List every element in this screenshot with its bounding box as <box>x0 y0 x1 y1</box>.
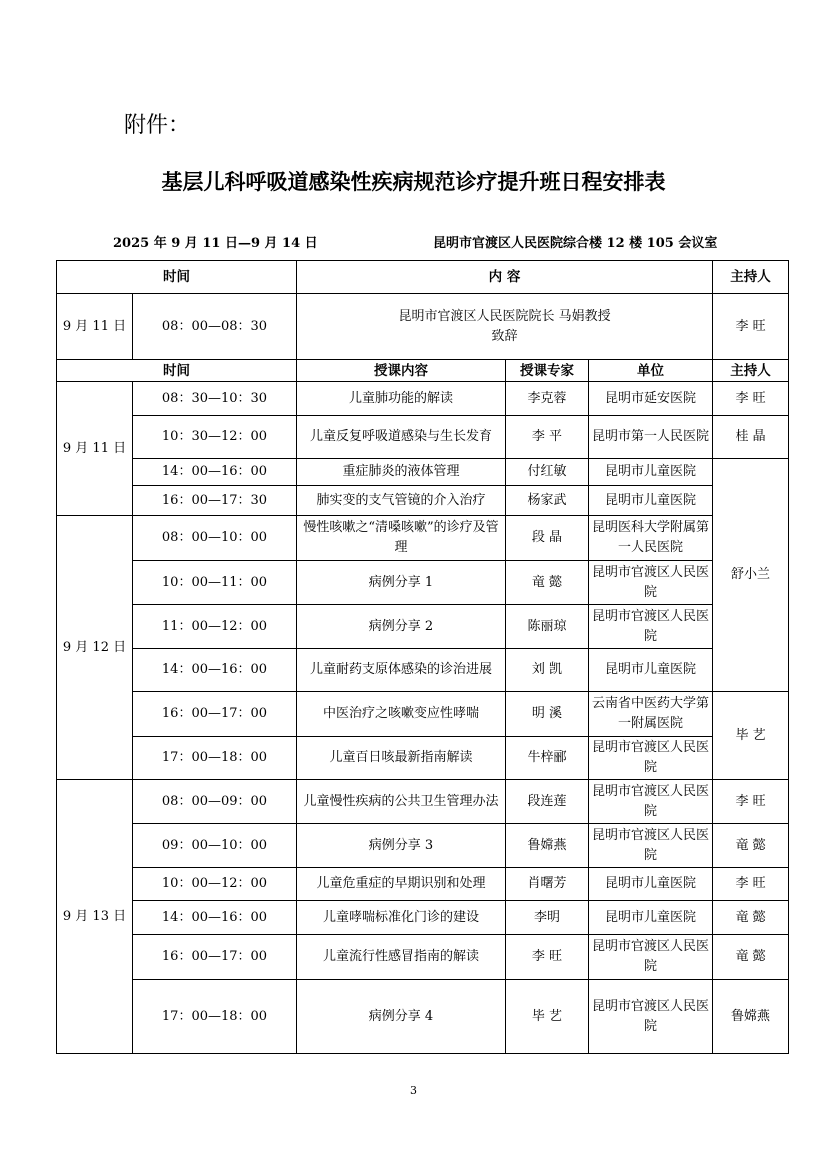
session-topic: 儿童流行性感冒指南的解读 <box>297 935 506 980</box>
table-row <box>57 459 789 486</box>
table-row <box>57 692 789 737</box>
session-topic: 儿童百日咳最新指南解读 <box>297 737 506 780</box>
session-unit: 昆明市儿童医院 <box>589 459 713 486</box>
session-unit: 昆明市官渡区人民医院 <box>589 980 713 1054</box>
session-host: 竜 懿 <box>713 824 789 868</box>
table-row <box>57 486 789 516</box>
session-unit: 昆明市官渡区人民医院 <box>589 824 713 868</box>
session-topic: 肺实变的支气管镜的介入治疗 <box>297 486 506 516</box>
header-host: 主持人 <box>713 261 789 294</box>
schedule-table <box>56 260 789 1054</box>
table-row <box>57 561 789 605</box>
session-expert: 牛梓郦 <box>506 737 589 780</box>
day-cell: 9 月 13 日 <box>57 780 133 1054</box>
session-topic: 儿童慢性疾病的公共卫生管理办法 <box>297 780 506 824</box>
session-unit: 昆明市官渡区人民医院 <box>589 561 713 605</box>
table-row <box>57 737 789 780</box>
session-expert: 段 晶 <box>506 516 589 561</box>
session-host: 桂 晶 <box>713 416 789 459</box>
session-unit: 昆明市儿童医院 <box>589 868 713 901</box>
table-row <box>57 780 789 824</box>
session-topic: 儿童反复呼吸道感染与生长发育 <box>297 416 506 459</box>
session-expert: 鲁嫦燕 <box>506 824 589 868</box>
table-row <box>57 901 789 935</box>
session-time: 14：00—16：00 <box>133 459 297 486</box>
venue: 昆明市官渡区人民医院综合楼 12 楼 105 会议室 <box>433 236 718 251</box>
session-time: 08：00—10：00 <box>133 516 297 561</box>
page-title: 基层儿科呼吸道感染性疾病规范诊疗提升班日程安排表 <box>161 169 666 194</box>
subheader-host: 主持人 <box>713 360 789 382</box>
session-topic: 病例分享 1 <box>297 561 506 605</box>
table-subheader-row <box>57 360 789 382</box>
session-topic: 儿童危重症的早期识别和处理 <box>297 868 506 901</box>
session-unit: 昆明医科大学附属第一人民医院 <box>589 516 713 561</box>
session-time: 17：00—18：00 <box>133 737 297 780</box>
table-row <box>57 382 789 416</box>
session-time: 14：00—16：00 <box>133 901 297 935</box>
session-time: 16：00—17：00 <box>133 935 297 980</box>
session-time: 17：00—18：00 <box>133 980 297 1054</box>
session-topic: 儿童哮喘标准化门诊的建设 <box>297 901 506 935</box>
table-header-row <box>57 261 789 294</box>
subheader-time: 时间 <box>57 360 297 382</box>
table-row <box>57 935 789 980</box>
session-expert: 陈丽琼 <box>506 605 589 649</box>
session-expert: 杨家武 <box>506 486 589 516</box>
session-expert: 竜 懿 <box>506 561 589 605</box>
session-unit: 云南省中医药大学第一附属医院 <box>589 692 713 737</box>
session-unit: 昆明市官渡区人民医院 <box>589 605 713 649</box>
table-row <box>57 605 789 649</box>
session-topic: 儿童肺功能的解读 <box>297 382 506 416</box>
table-row <box>57 868 789 901</box>
session-topic: 病例分享 3 <box>297 824 506 868</box>
date-range: 2025 年 9 月 11 日—9 月 14 日 <box>113 236 318 251</box>
session-host: 毕 艺 <box>713 692 789 780</box>
session-unit: 昆明市儿童医院 <box>589 649 713 692</box>
session-unit: 昆明市延安医院 <box>589 382 713 416</box>
table-row <box>57 516 789 561</box>
session-expert: 李明 <box>506 901 589 935</box>
opening-day: 9 月 11 日 <box>57 294 133 360</box>
opening-content <box>297 294 713 360</box>
session-time: 14：00—16：00 <box>133 649 297 692</box>
day-cell: 9 月 11 日 <box>57 382 133 516</box>
session-time: 16：00—17：30 <box>133 486 297 516</box>
subheader-expert: 授课专家 <box>506 360 589 382</box>
session-host: 李 旺 <box>713 382 789 416</box>
page-number: 3 <box>410 1084 417 1097</box>
session-expert: 李 旺 <box>506 935 589 980</box>
session-expert: 明 溪 <box>506 692 589 737</box>
header-content: 内 容 <box>297 261 713 294</box>
session-expert: 刘 凯 <box>506 649 589 692</box>
session-topic: 慢性咳嗽之“清嗓咳嗽”的诊疗及管理 <box>297 516 506 561</box>
day-cell: 9 月 12 日 <box>57 516 133 780</box>
table-row <box>57 649 789 692</box>
opening-speech: 致辞 <box>491 328 518 344</box>
table-row <box>57 824 789 868</box>
attachment-label: 附件： <box>124 113 191 138</box>
session-host: 竜 懿 <box>713 935 789 980</box>
session-unit: 昆明市官渡区人民医院 <box>589 780 713 824</box>
session-unit: 昆明市官渡区人民医院 <box>589 737 713 780</box>
session-unit: 昆明市儿童医院 <box>589 486 713 516</box>
opening-row <box>57 294 789 360</box>
session-topic: 病例分享 2 <box>297 605 506 649</box>
opening-speaker: 昆明市官渡区人民医院院长 马娟教授 <box>398 308 611 324</box>
session-expert: 肖曙芳 <box>506 868 589 901</box>
session-expert: 李克蓉 <box>506 382 589 416</box>
session-unit: 昆明市官渡区人民医院 <box>589 935 713 980</box>
session-unit: 昆明市第一人民医院 <box>589 416 713 459</box>
session-topic: 儿童耐药支原体感染的诊治进展 <box>297 649 506 692</box>
session-time: 10：30—12：00 <box>133 416 297 459</box>
session-host: 鲁嫦燕 <box>713 980 789 1054</box>
session-host: 舒小兰 <box>713 459 789 692</box>
subheader-unit: 单位 <box>589 360 713 382</box>
session-time: 09：00—10：00 <box>133 824 297 868</box>
opening-time: 08：00—08：30 <box>133 294 297 360</box>
session-unit: 昆明市儿童医院 <box>589 901 713 935</box>
session-host: 李 旺 <box>713 780 789 824</box>
opening-host: 李 旺 <box>713 294 789 360</box>
session-time: 08：30—10：30 <box>133 382 297 416</box>
session-topic: 中医治疗之咳嗽变应性哮喘 <box>297 692 506 737</box>
session-time: 08：00—09：00 <box>133 780 297 824</box>
session-expert: 付红敏 <box>506 459 589 486</box>
session-host: 李 旺 <box>713 868 789 901</box>
table-row <box>57 980 789 1054</box>
table-row <box>57 416 789 459</box>
session-time: 11：00—12：00 <box>133 605 297 649</box>
session-time: 10：00—12：00 <box>133 868 297 901</box>
session-host: 竜 懿 <box>713 901 789 935</box>
session-topic: 重症肺炎的液体管理 <box>297 459 506 486</box>
session-expert: 毕 艺 <box>506 980 589 1054</box>
session-topic: 病例分享 4 <box>297 980 506 1054</box>
session-time: 10：00—11：00 <box>133 561 297 605</box>
session-time: 16：00—17：00 <box>133 692 297 737</box>
subheader-topic: 授课内容 <box>297 360 506 382</box>
header-time: 时间 <box>57 261 297 294</box>
session-expert: 李 平 <box>506 416 589 459</box>
session-expert: 段连莲 <box>506 780 589 824</box>
